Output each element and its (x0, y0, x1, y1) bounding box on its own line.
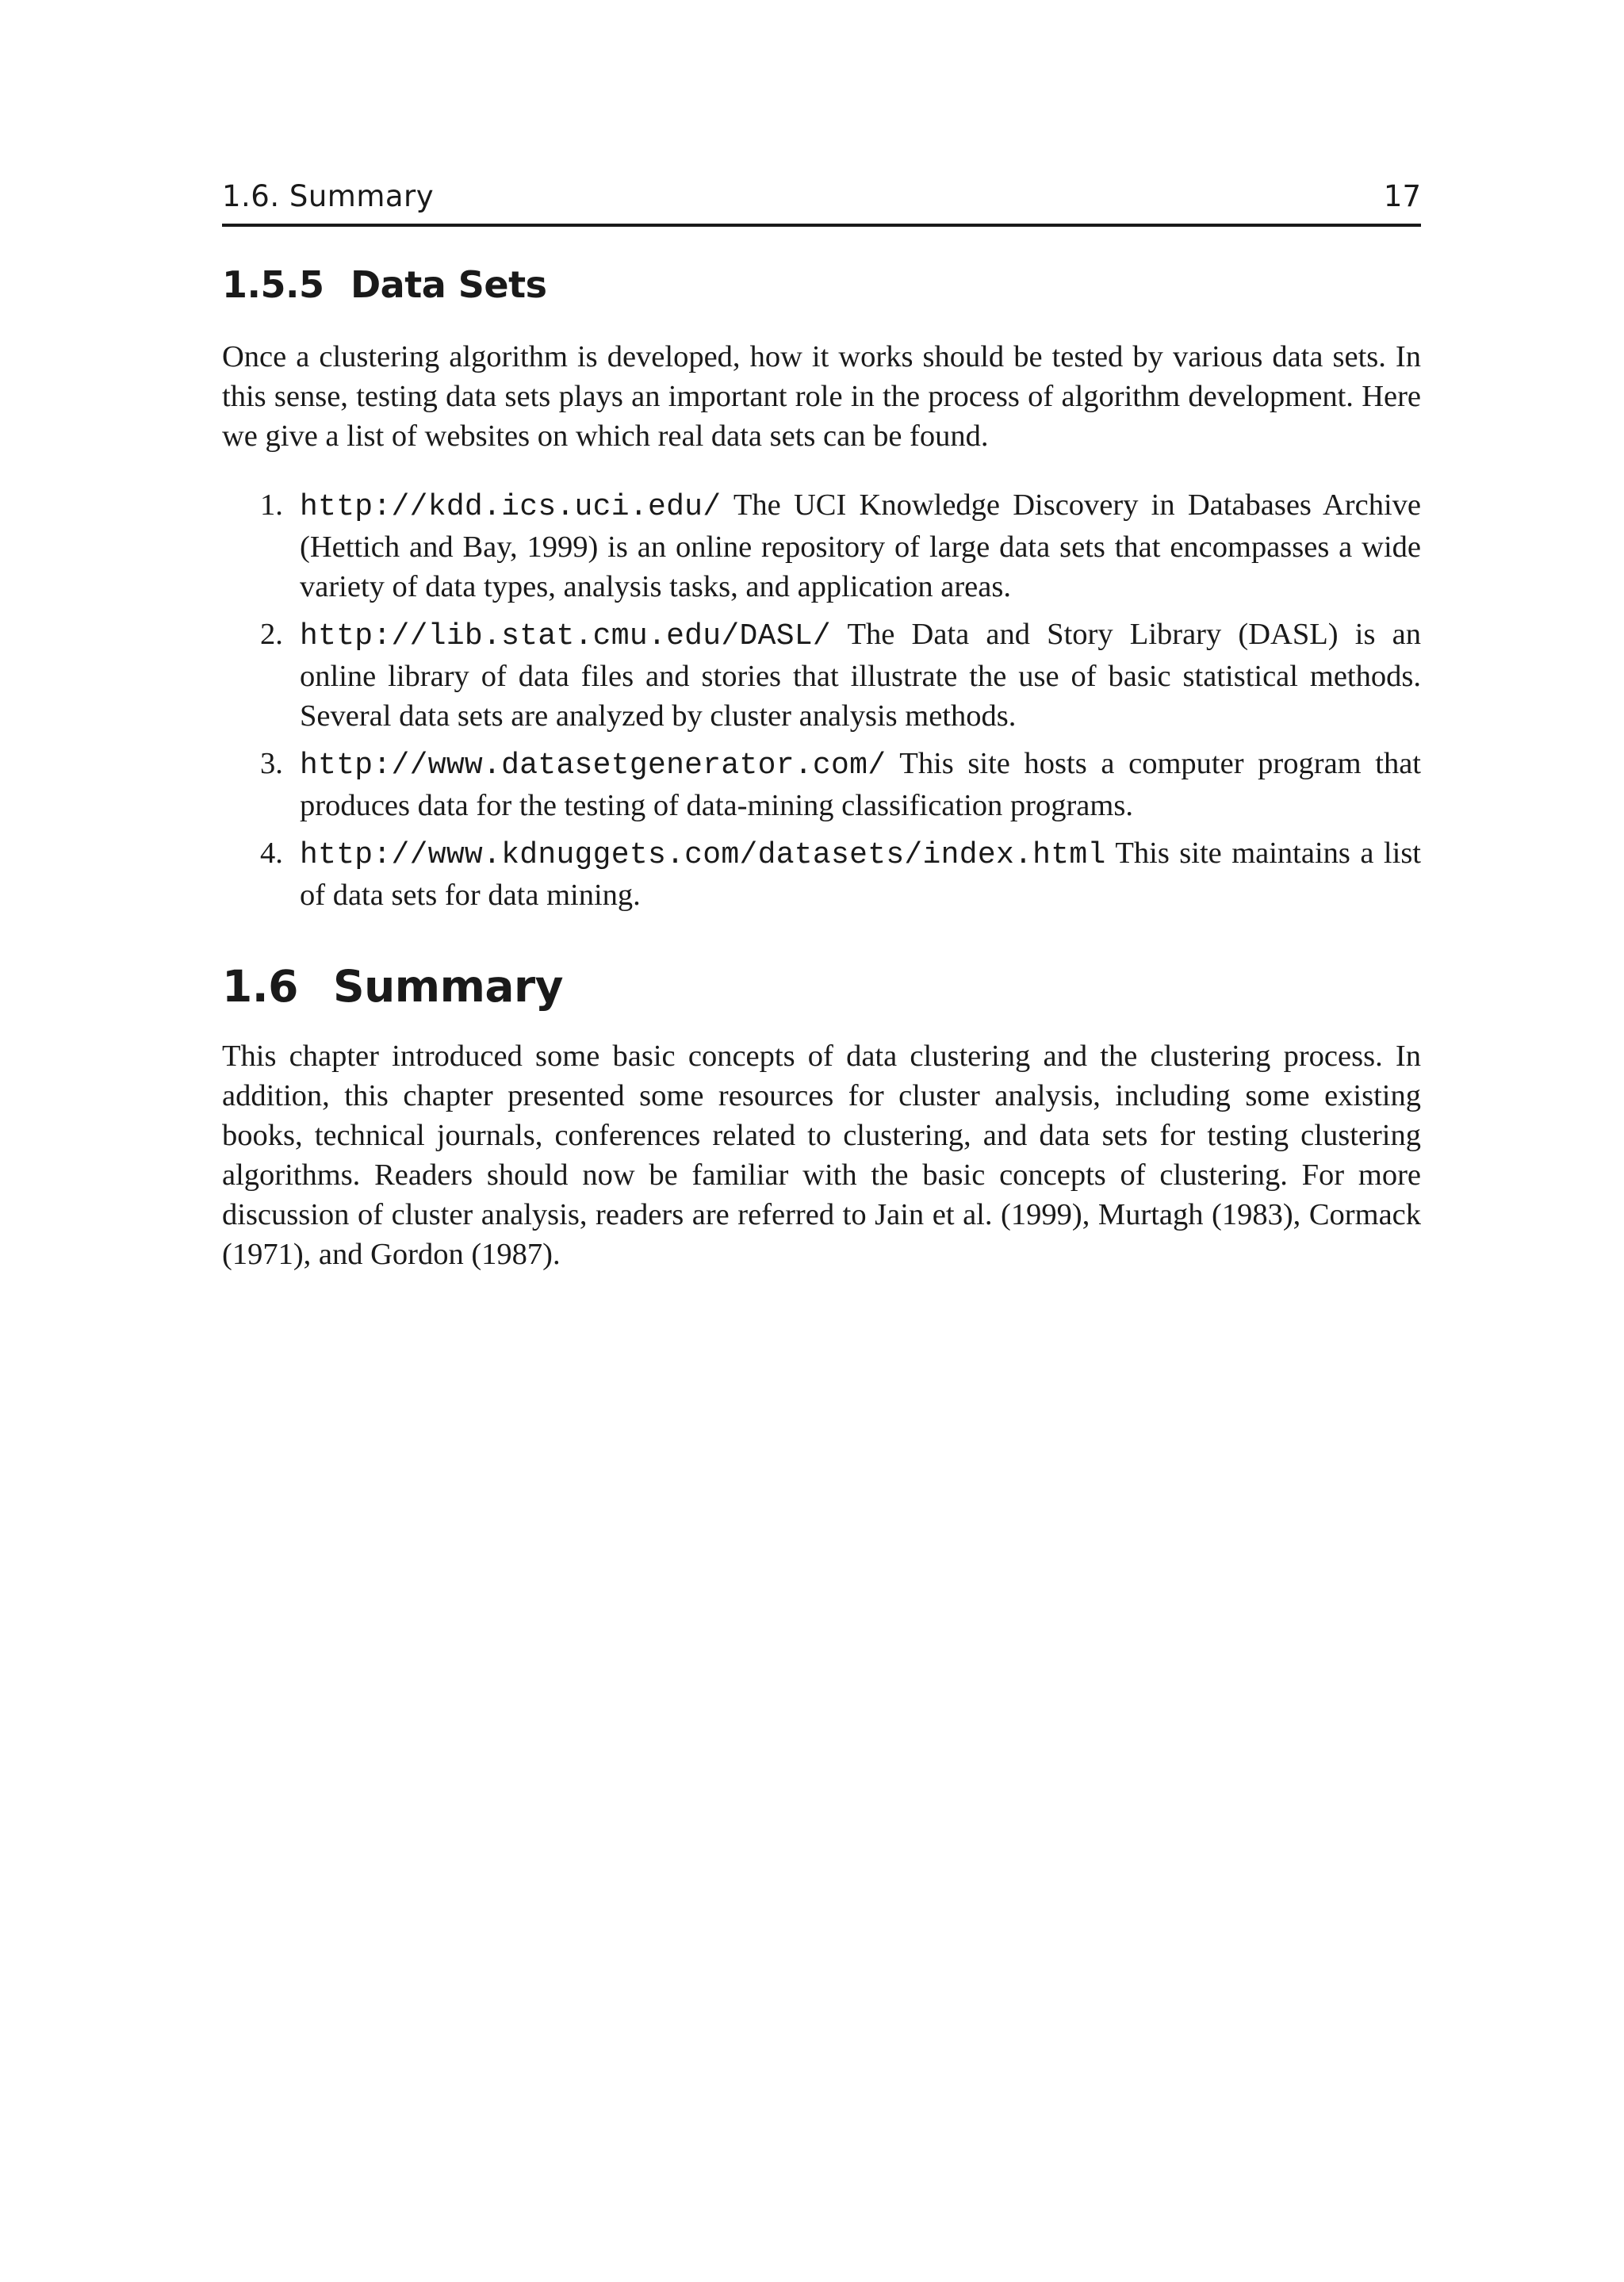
url-link[interactable]: http://www.datasetgenerator.com/ (300, 749, 887, 783)
list-marker: 1. (260, 488, 283, 522)
list-marker: 3. (260, 747, 283, 780)
list-item-text: The UCI Knowledge Discovery in Databases Archive (Hettich and Bay, 1999) is an online repository of large data sets that encompasses a wide variety of data types, analysis tasks, and application areas. (300, 488, 1421, 603)
list-item (222, 615, 1421, 736)
subsection-heading (222, 263, 546, 306)
list-marker: 4. (260, 837, 283, 870)
url-link[interactable]: http://kdd.ics.uci.edu/ (300, 490, 722, 524)
list-item-text: The Data and Story Library (DASL) is an online library of data files and stories that illustrate the use of basic statistical methods. Several data sets are analyzed by cluster analysis methods. (300, 618, 1421, 733)
subsection-title: Data Sets (350, 263, 547, 306)
intro-paragraph: Once a clustering algorithm is developed, how it works should be tested by various data sets. In this sense, testing data sets plays an important role in the process of algorithm development. Here we give a list of websites on which real data sets can be found. (222, 340, 1421, 453)
running-head (222, 179, 1421, 227)
section-heading (222, 961, 563, 1012)
section-number: 1.6 (222, 961, 298, 1012)
list-item-text: This site hosts a computer program that produces data for the testing of data-mining classification programs. (300, 747, 1421, 822)
list-marker: 2. (260, 618, 283, 651)
list-item-text: This site maintains a list of data sets for data mining. (300, 837, 1421, 912)
list-item (222, 833, 1421, 915)
data-set-list (222, 485, 1421, 923)
list-item (222, 485, 1421, 607)
page-number: 17 (1383, 179, 1421, 213)
subsection-number: 1.5.5 (222, 263, 324, 306)
list-item (222, 744, 1421, 825)
running-head-section: 1.6. Summary (222, 179, 435, 213)
url-link[interactable]: http://www.kdnuggets.com/datasets/index.html (300, 838, 1106, 872)
section-title: Summary (333, 961, 563, 1012)
url-link[interactable]: http://lib.stat.cmu.edu/DASL/ (300, 619, 832, 653)
summary-paragraph: This chapter introduced some basic concepts of data clustering and the clustering process. In addition, this chapter presented some resources for cluster analysis, including some existing books, technical journals, conferences related to clustering, and data sets for testing clustering algorithms. Readers should now be familiar with the basic concepts of clustering. For more discussion of cluster analysis, readers are referred to Jain et al. (1999), Murtagh (1983), Cormack (1971), and Gordon (1987). (222, 1040, 1421, 1271)
